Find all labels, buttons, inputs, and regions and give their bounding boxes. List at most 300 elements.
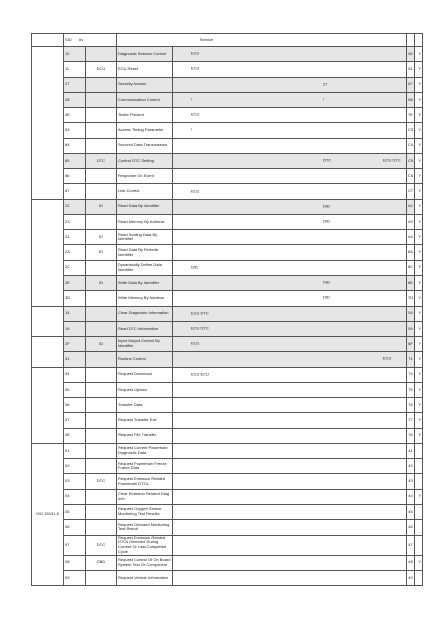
service-description-cell (173, 291, 407, 306)
sid-hex-cell (64, 230, 86, 245)
positive-response: 74 (408, 371, 413, 377)
service-name-cell (117, 459, 173, 474)
table-row (32, 504, 423, 519)
sid-note-cell (86, 570, 117, 585)
service-name-cell (117, 169, 173, 184)
service-name: Transfer Data (118, 401, 143, 407)
service-name-cell (117, 62, 173, 77)
positive-response: 47 (408, 541, 413, 547)
table-row (32, 291, 423, 306)
service-description-cell (173, 153, 407, 168)
support-cell (415, 169, 423, 184)
support-flag: Y (418, 111, 421, 117)
support-cell (415, 428, 423, 443)
service-description-cell (173, 306, 407, 321)
service-name-cell (117, 337, 173, 352)
service-name: Read Memory By Address (118, 218, 165, 224)
support-flag: Y (418, 356, 421, 362)
sid-hex-cell (64, 474, 86, 489)
positive-response-cell (407, 428, 415, 443)
sid-note-cell (86, 260, 117, 275)
sid-hex-cell (64, 459, 86, 474)
support-flag: Y (418, 157, 421, 163)
service-description-cell (173, 535, 407, 555)
support-cell (415, 321, 423, 336)
positive-response-cell (407, 398, 415, 413)
sid-hex: 31 (65, 356, 70, 362)
sid-hex-cell (64, 47, 86, 62)
service-name: Request Control Of On Board System Test Or Component (118, 557, 171, 567)
service-name: Request Download (118, 371, 152, 377)
sid-note: ECU (96, 66, 106, 71)
positive-response-cell (407, 169, 415, 184)
sid-hex: 27 (65, 81, 70, 87)
service-description-cell (173, 459, 407, 474)
positive-response-cell (407, 62, 415, 77)
support-flag: Y (418, 325, 421, 331)
service-description-cell (173, 275, 407, 290)
positive-response: C6 (408, 172, 414, 178)
service-description-cell (173, 520, 407, 535)
positive-response-cell (407, 275, 415, 290)
service-name-cell (117, 214, 173, 229)
sid-hex: 05 (65, 508, 70, 514)
sid-note: DTC (96, 157, 106, 163)
service-description-cell (173, 367, 407, 382)
positive-response-cell (407, 382, 415, 397)
sid-hex-cell (64, 184, 86, 199)
sid-note-cell (86, 230, 117, 245)
support-cell (415, 245, 423, 260)
sid-hex: 37 (65, 417, 70, 423)
positive-response-cell (407, 443, 415, 458)
service-name: Request Emission Related Powertrain DTCs (118, 475, 166, 486)
positive-response-cell (407, 260, 415, 275)
sid-hex-cell (64, 535, 86, 555)
sid-hex: 24 (65, 233, 70, 239)
description-note: ECU (191, 188, 200, 194)
positive-response-cell (407, 214, 415, 229)
positive-response-cell (407, 123, 415, 138)
description-note: DID (323, 294, 330, 300)
description-note: / (191, 127, 193, 133)
sid-note-cell (86, 47, 117, 62)
support-cell (415, 382, 423, 397)
support-cell (415, 459, 423, 474)
positive-response: 59 (408, 325, 413, 331)
service-description-cell (173, 123, 407, 138)
sid-hex-cell (64, 337, 86, 352)
sid-hex-cell (64, 153, 86, 168)
sid-hex-cell (64, 382, 86, 397)
support-cell (415, 474, 423, 489)
service-name: Request Upload (118, 386, 147, 392)
positive-response: 54 (408, 310, 413, 316)
table-row (32, 352, 423, 367)
header-service-label: Service (199, 36, 214, 42)
service-name: Request Emission Related DTCs Detected During Current Or Last Completed Cycle (118, 535, 167, 554)
table-row (32, 260, 423, 275)
sid-note: ID (99, 203, 103, 209)
service-name: Read Scaling Data By Identifier (118, 231, 158, 242)
service-name: Access Timing Parameter (118, 127, 164, 133)
positive-response-cell (407, 47, 415, 62)
service-name: Response On Event (118, 172, 154, 178)
sid-hex: 07 (65, 541, 70, 547)
sid-hex-cell (64, 62, 86, 77)
sid-note-cell (86, 77, 117, 92)
support-cell (415, 62, 423, 77)
positive-response: 49 (408, 574, 413, 580)
support-cell (415, 108, 423, 123)
sid-hex: 22 (65, 203, 70, 209)
support-flag: Y (418, 172, 421, 178)
sid-hex: 35 (65, 386, 70, 392)
support-cell (415, 123, 423, 138)
positive-response: 43 (408, 478, 413, 484)
sid-note-cell (86, 123, 117, 138)
description-note: DID (323, 218, 330, 224)
sid-note-cell (86, 413, 117, 428)
support-cell (415, 398, 423, 413)
table-row (32, 570, 423, 585)
description-note: ECU ECU (191, 371, 210, 377)
service-name: Control DTC Setting (118, 157, 154, 163)
description-note: ECU (191, 111, 200, 117)
service-name: Dynamically Define Data Identifier (118, 262, 162, 272)
sid-note: ID (99, 340, 103, 346)
support-flag: Y (418, 340, 421, 346)
service-description-cell (173, 555, 407, 570)
description-note: ECU (191, 65, 200, 71)
positive-response-cell (407, 108, 415, 123)
positive-response: C4 (408, 142, 414, 148)
service-description-cell (173, 108, 407, 123)
description-note: ECU DTC (383, 157, 401, 163)
header-pos (407, 34, 415, 47)
table-row (32, 428, 423, 443)
service-name: Routine Control (118, 356, 146, 362)
table-row (32, 398, 423, 413)
sid-note-cell (86, 489, 117, 504)
table-row (32, 443, 423, 458)
description-note: 27 (323, 81, 328, 87)
positive-response: 64 (408, 233, 413, 239)
positive-response: 6E (408, 279, 413, 285)
service-description-cell (173, 92, 407, 107)
description-note: ECU (191, 50, 200, 56)
service-description-cell (173, 382, 407, 397)
sid-note: DTC (96, 478, 106, 484)
sid-hex-cell (64, 245, 86, 260)
positive-response: C5 (408, 157, 414, 163)
sid-hex-cell (64, 123, 86, 138)
sid-note-cell (86, 169, 117, 184)
service-name: Read Data By Identifier (118, 203, 160, 209)
sid-note: ID (99, 249, 103, 255)
support-flag: Y (418, 310, 421, 316)
sid-note-cell (86, 398, 117, 413)
sid-note-cell (86, 428, 117, 443)
sid-hex-cell (64, 321, 86, 336)
service-name-cell (117, 555, 173, 570)
positive-response: 46 (408, 523, 413, 529)
sid-note-cell (86, 535, 117, 555)
service-name-cell (117, 108, 173, 123)
support-cell (415, 92, 423, 107)
sid-hex-cell (64, 443, 86, 458)
sid-hex: 04 (65, 493, 70, 499)
support-cell (415, 184, 423, 199)
sid-hex: 19 (65, 325, 70, 331)
service-name-cell (117, 77, 173, 92)
sid-hex: 36 (65, 401, 70, 407)
positive-response: 62 (408, 203, 413, 209)
positive-response: 41 (408, 447, 413, 453)
sid-hex-cell (64, 108, 86, 123)
positive-response: 71 (408, 356, 413, 362)
sid-hex-cell (64, 260, 86, 275)
service-name: Link Control (118, 188, 140, 194)
service-name: Request Onboard Monitoring Test Result (118, 521, 170, 532)
support-flag: Y (418, 371, 421, 377)
sid-note-cell (86, 199, 117, 214)
service-name: Read Data By Periodic Identifier (118, 246, 159, 257)
support-flag: Y (418, 249, 421, 255)
service-name-cell (117, 570, 173, 585)
support-flag: Y (418, 218, 421, 224)
sid-note-cell (86, 245, 117, 260)
service-name-cell (117, 352, 173, 367)
sid-note-cell (86, 474, 117, 489)
positive-response-cell (407, 306, 415, 321)
service-description-cell (173, 260, 407, 275)
sid-hex-cell (64, 489, 86, 504)
service-table (31, 33, 423, 586)
positive-response: C3 (408, 127, 414, 133)
service-name: Clear Emission Related Diag Info (118, 491, 170, 501)
sid-hex-cell (64, 306, 86, 321)
sid-hex-cell (64, 367, 86, 382)
support-flag: Y (418, 233, 421, 239)
support-cell (415, 275, 423, 290)
positive-response: 45 (408, 508, 413, 514)
positive-response-cell (407, 153, 415, 168)
service-name-cell (117, 291, 173, 306)
sid-note: ID (99, 279, 103, 285)
group-cell (32, 337, 64, 368)
sid-hex: 02 (65, 462, 70, 468)
service-name: Clear Diagnostic Information (118, 310, 169, 316)
service-name-cell (117, 230, 173, 245)
service-description-cell (173, 184, 407, 199)
support-flag: Y (418, 493, 421, 499)
sid-note-cell (86, 443, 117, 458)
sid-hex-cell (64, 275, 86, 290)
service-name-cell (117, 474, 173, 489)
service-name-cell (117, 47, 173, 62)
table-row (32, 337, 423, 352)
sid-note-cell (86, 337, 117, 352)
positive-response: 6C (408, 264, 414, 270)
service-description-cell (173, 337, 407, 352)
group-cell (32, 443, 64, 585)
sid-hex-cell (64, 555, 86, 570)
sid-hex-cell (64, 352, 86, 367)
support-flag: Y (418, 96, 421, 102)
service-name-cell (117, 245, 173, 260)
service-name-cell (117, 382, 173, 397)
sid-note-cell (86, 108, 117, 123)
sid-hex: 2C (65, 264, 71, 270)
support-cell (415, 489, 423, 504)
support-cell (415, 214, 423, 229)
service-name-cell (117, 275, 173, 290)
sid-hex: 2A (65, 249, 70, 255)
service-name-cell (117, 184, 173, 199)
positive-response-cell (407, 230, 415, 245)
support-cell (415, 138, 423, 153)
support-flag: Y (418, 50, 421, 56)
service-name: Request Current Powertrain Diagnostic Data (118, 445, 168, 456)
service-name: Request Oxygen Sensor Monitoring Test Results (118, 506, 162, 517)
table-row (32, 245, 423, 260)
positive-response-cell (407, 570, 415, 585)
positive-response-cell (407, 459, 415, 474)
support-flag: Y (418, 294, 421, 300)
sid-note-cell (86, 459, 117, 474)
support-flag: Y (418, 417, 421, 423)
sid-hex-cell (64, 199, 86, 214)
description-note: / (191, 96, 193, 102)
header-sid-label: SID (65, 36, 72, 42)
support-flag: Y (418, 188, 421, 194)
sid-note: ID (99, 233, 103, 239)
service-name: Tester Present (118, 111, 144, 117)
service-description-cell (173, 199, 407, 214)
service-name-cell (117, 520, 173, 535)
service-name-cell (117, 306, 173, 321)
sid-hex-cell (64, 520, 86, 535)
group-cell (32, 367, 64, 443)
service-name: Request File Transfer (118, 432, 157, 438)
table-row (32, 413, 423, 428)
sid-note-cell (86, 153, 117, 168)
service-name-cell (117, 153, 173, 168)
sid-hex: 86 (65, 172, 70, 178)
service-name-cell (117, 489, 173, 504)
positive-response-cell (407, 535, 415, 555)
sid-note-cell (86, 555, 117, 570)
sid-hex: 84 (65, 142, 70, 148)
table-row (32, 62, 423, 77)
table-body (32, 34, 423, 586)
sid-hex-cell (64, 570, 86, 585)
sid-note-cell (86, 291, 117, 306)
support-cell (415, 352, 423, 367)
table-row (32, 489, 423, 504)
positive-response: C7 (408, 188, 414, 194)
service-name-cell (117, 321, 173, 336)
sid-note-cell (86, 382, 117, 397)
support-flag: Y (418, 127, 421, 133)
group-cell (32, 306, 64, 337)
table-row (32, 214, 423, 229)
table-row (32, 108, 423, 123)
sid-note: OBD (96, 559, 106, 565)
sid-note-cell (86, 214, 117, 229)
positive-response: 67 (408, 81, 413, 87)
table-row (32, 77, 423, 92)
service-description-cell (173, 489, 407, 504)
table-row (32, 123, 423, 138)
sid-hex: 06 (65, 523, 70, 529)
support-cell (415, 443, 423, 458)
service-description-cell (173, 169, 407, 184)
service-description-cell (173, 214, 407, 229)
sid-note-cell (86, 367, 117, 382)
positive-response: 75 (408, 386, 413, 392)
service-name: Security Access (118, 81, 147, 87)
support-flag: Y (418, 81, 421, 87)
sid-note-cell (86, 275, 117, 290)
support-cell (415, 337, 423, 352)
group-cell (32, 199, 64, 306)
positive-response-cell (407, 555, 415, 570)
positive-response: 7E (408, 111, 413, 117)
support-flag: Y (418, 559, 421, 565)
positive-response-cell (407, 138, 415, 153)
support-cell (415, 47, 423, 62)
service-name: ECU Reset (118, 66, 139, 71)
service-description-cell (173, 398, 407, 413)
service-name-cell (117, 398, 173, 413)
positive-response-cell (407, 352, 415, 367)
service-description-cell (173, 443, 407, 458)
service-description-cell (173, 245, 407, 260)
sid-hex: 83 (65, 127, 70, 133)
table-row (32, 275, 423, 290)
header-service (117, 34, 407, 47)
sid-note-cell (86, 62, 117, 77)
sid-note-cell (86, 138, 117, 153)
table-row (32, 199, 423, 214)
support-cell (415, 199, 423, 214)
sid-hex-cell (64, 413, 86, 428)
service-name-cell (117, 504, 173, 519)
sid-hex: 10 (65, 50, 70, 56)
positive-response-cell (407, 245, 415, 260)
sid-note-cell (86, 184, 117, 199)
sid-hex: 85 (65, 157, 70, 163)
service-name-cell (117, 92, 173, 107)
support-cell (415, 153, 423, 168)
sid-hex-cell (64, 428, 86, 443)
positive-response: 7D (408, 294, 414, 300)
positive-response-cell (407, 321, 415, 336)
table-row (32, 321, 423, 336)
service-name: Request Vehicle Information (118, 574, 169, 580)
group-label: ISO 15031-5 (36, 511, 59, 517)
table-row (32, 230, 423, 245)
description-note: DID (323, 203, 330, 209)
sid-note-cell (86, 352, 117, 367)
sid-hex: 03 (65, 478, 70, 484)
support-cell (415, 230, 423, 245)
positive-response-cell (407, 337, 415, 352)
support-cell (415, 413, 423, 428)
header-blank (32, 34, 64, 47)
